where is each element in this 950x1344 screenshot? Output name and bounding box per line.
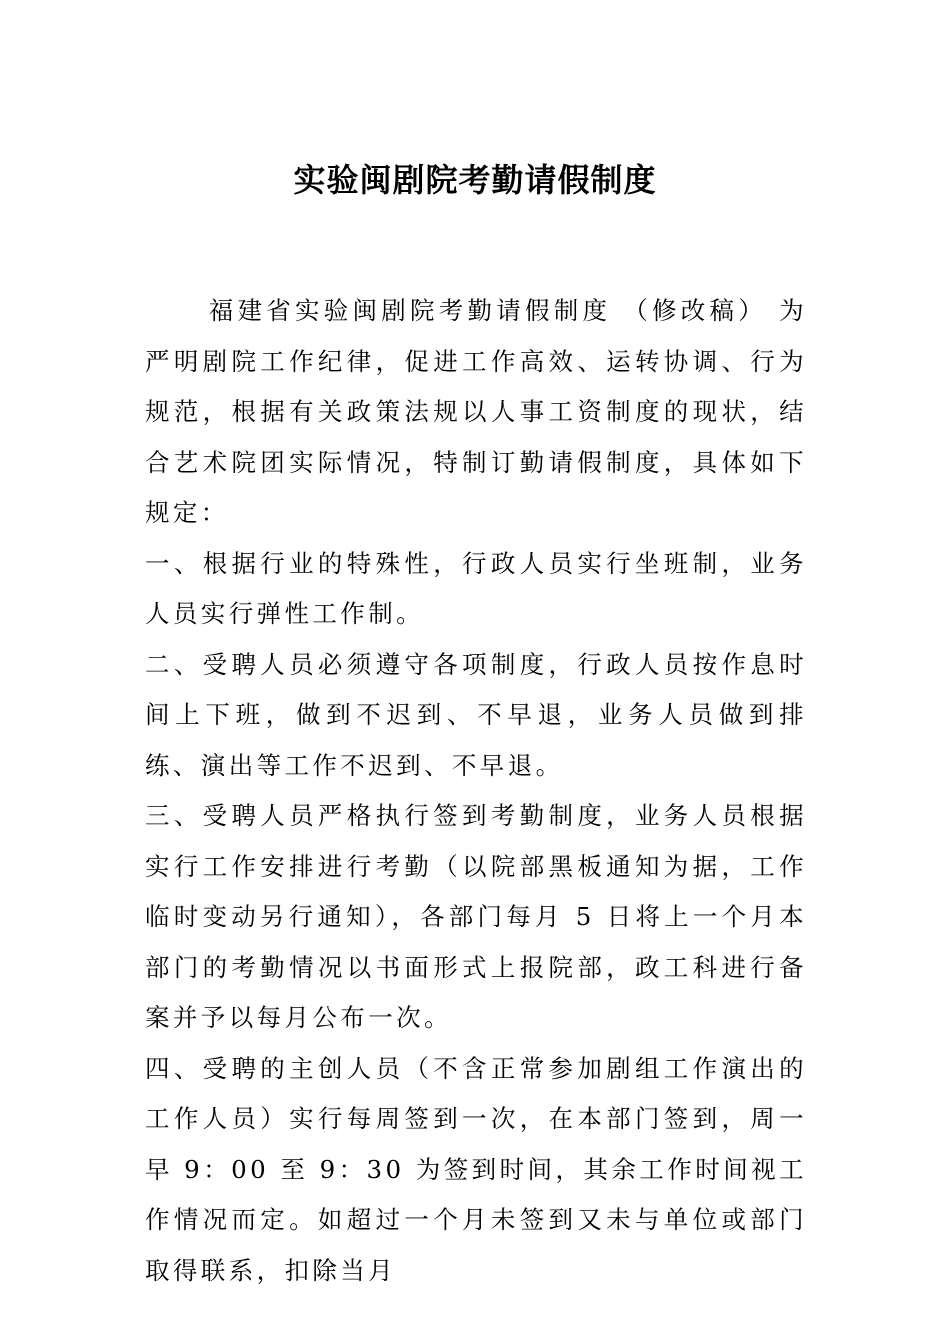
clause-4-paragraph: 四、受聘的主创人员（不含正常参加剧组工作演出的工作人员）实行每周签到一次，在本部门签到，周一早 9：00 至 9：30 为签到时间，其余工作时间视工作情况而定。如超过一个月未签到又未与单位或部门取得联系，扣除当月 <box>145 1053 807 1285</box>
intro-paragraph: 福建省实验闽剧院考勤请假制度 （修改稿） 为严明剧院工作纪律，促进工作高效、运转协调、行为规范，根据有关政策法规以人事工资制度的现状，结合艺术院团实际情况，特制订勤请假制度，具体如下规定： <box>145 296 807 527</box>
clause-2-paragraph: 二、受聘人员必须遵守各项制度，行政人员按作息时间上下班，做到不迟到、不早退，业务人员做到排练、演出等工作不迟到、不早退。 <box>145 649 807 780</box>
clause-3-paragraph: 三、受聘人员严格执行签到考勤制度，业务人员根据实行工作安排进行考勤（以院部黑板通知为据，工作临时变动另行通知），各部门每月 5 日将上一个月本部门的考勤情况以书面形式上报院部，政工科进行备案并予以每月公布一次。 <box>145 801 807 1032</box>
clause-1-paragraph: 一、根据行业的特殊性，行政人员实行坐班制，业务人员实行弹性工作制。 <box>145 548 807 628</box>
document-body <box>145 286 807 1296</box>
document-title: 实验闽剧院考勤请假制度 <box>293 161 657 199</box>
